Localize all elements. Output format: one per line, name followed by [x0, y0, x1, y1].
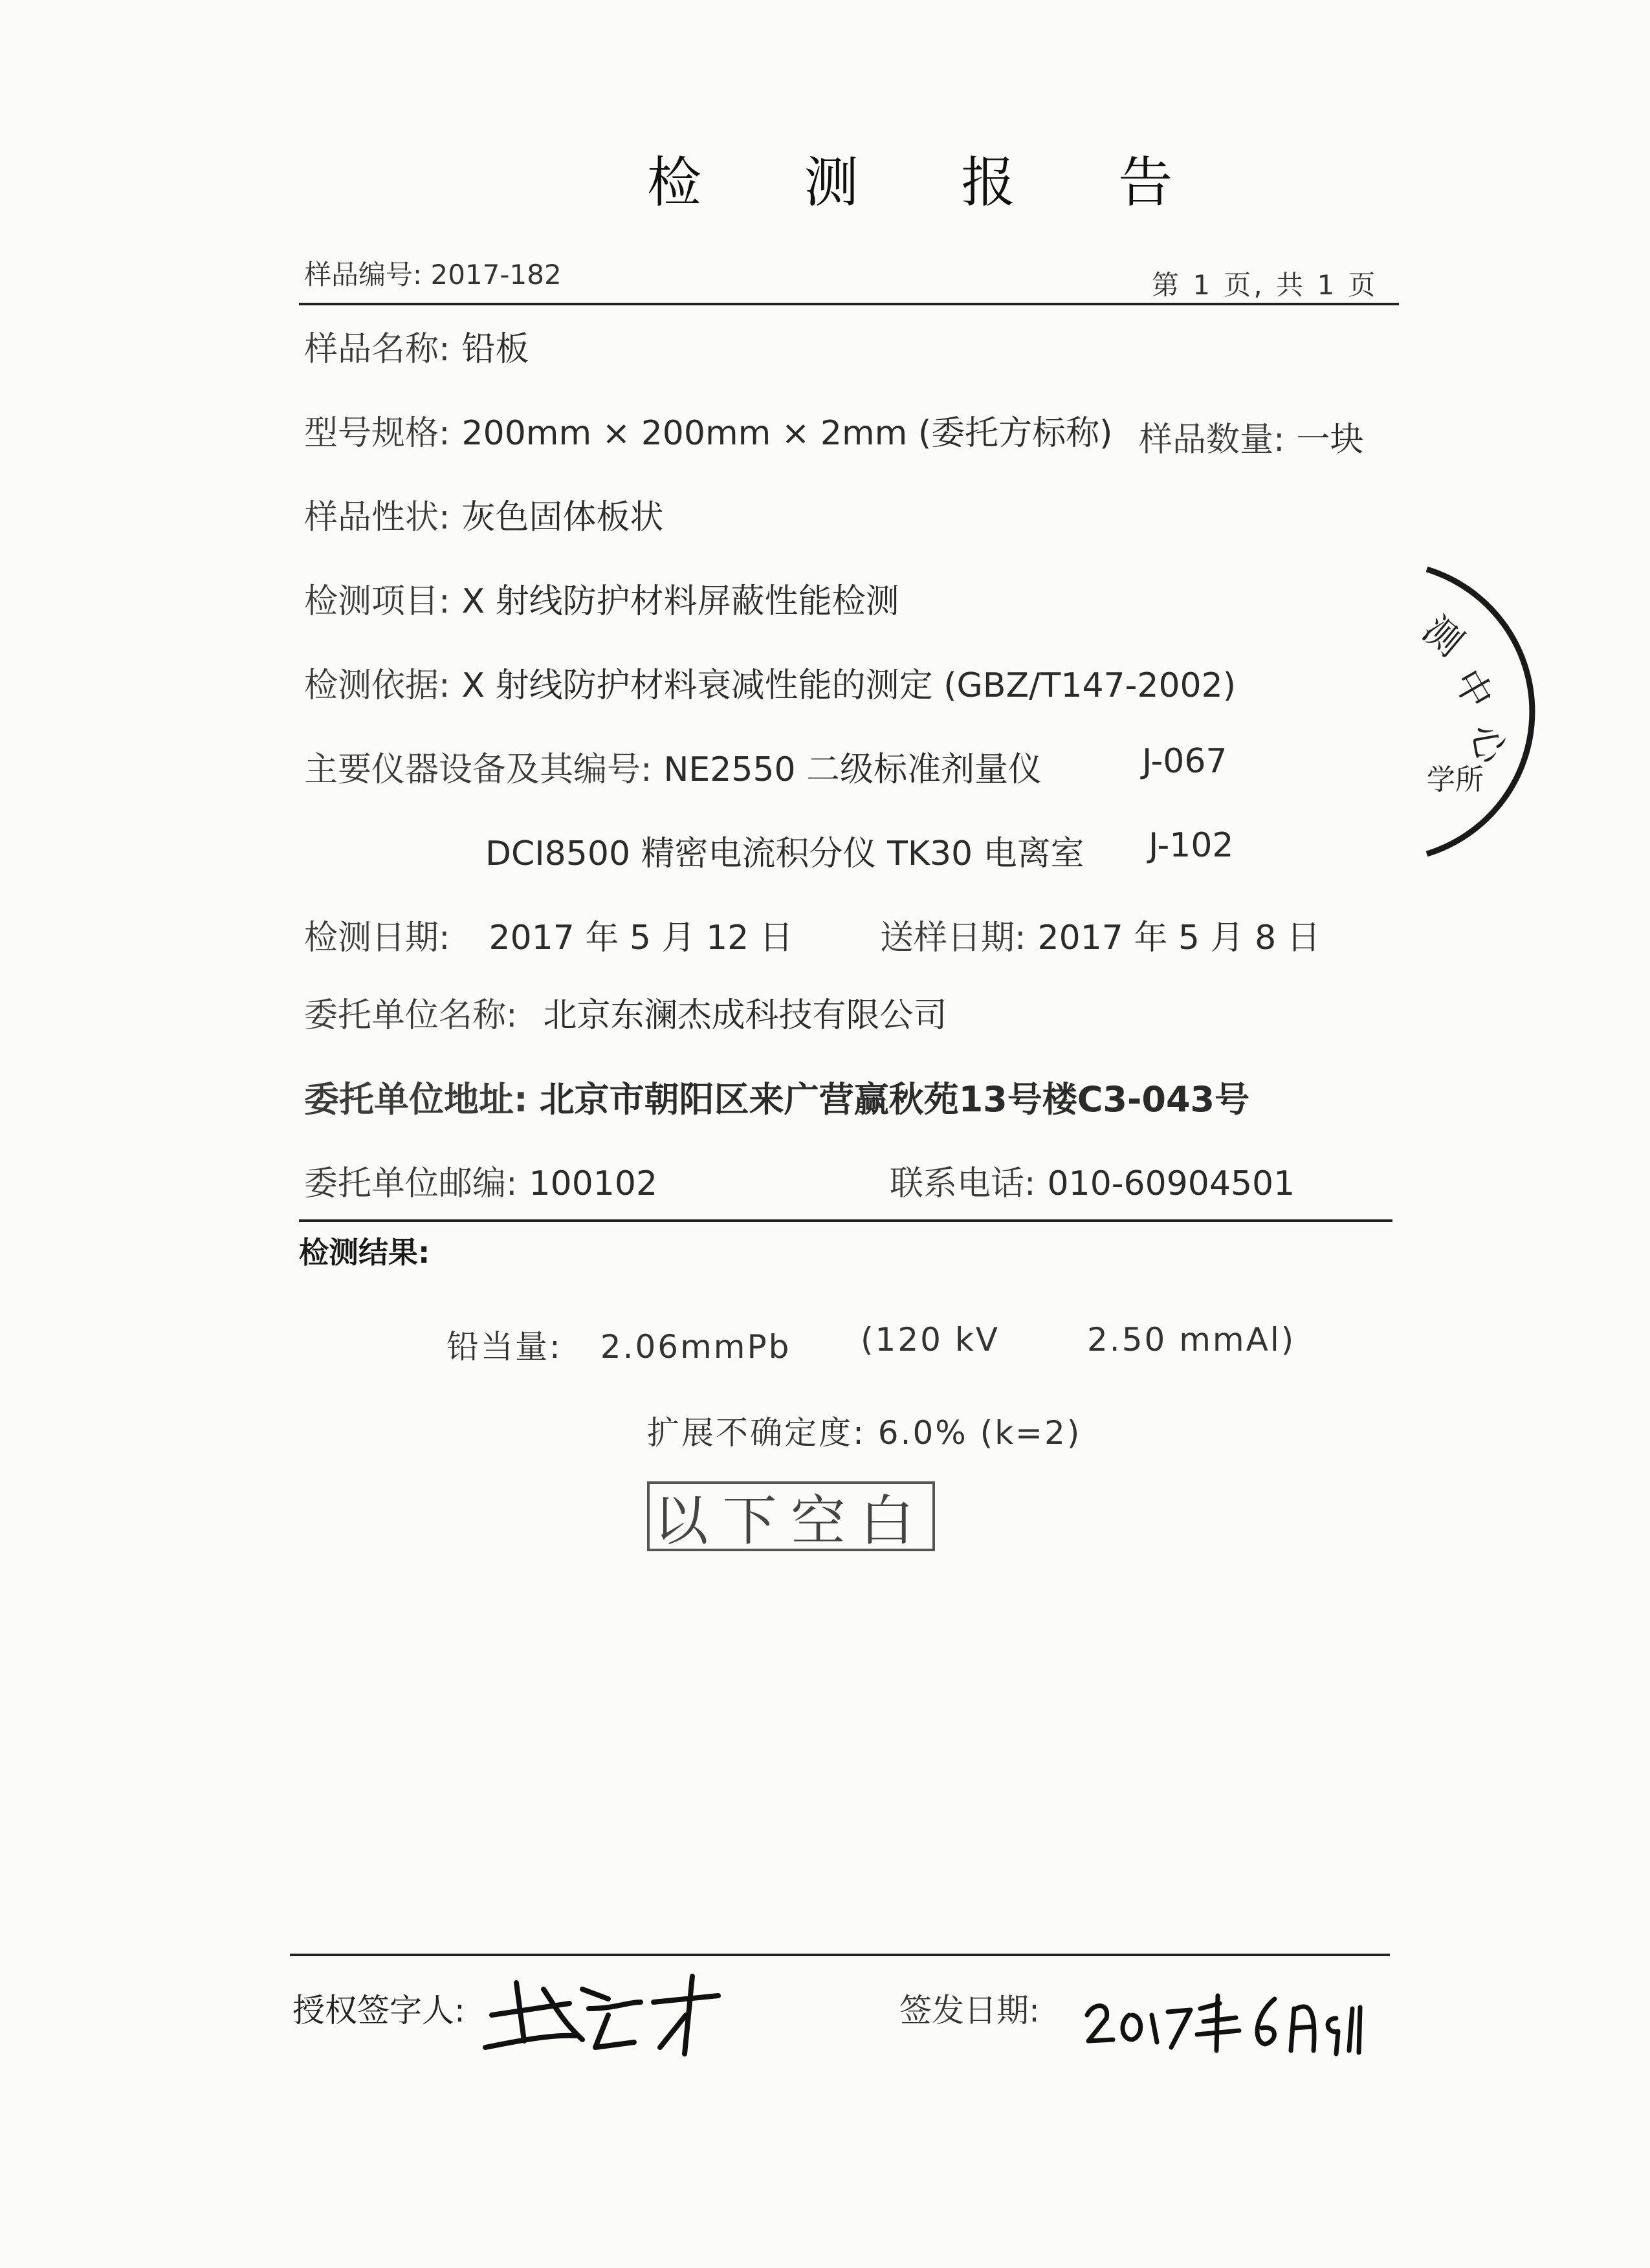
equipment-1-name: NE2550 二级标准剂量仪 — [663, 750, 1042, 789]
condition-al: 2.50 mmAl) — [1087, 1321, 1296, 1358]
sample-name-row — [304, 322, 529, 370]
results-heading: 检测结果: — [299, 1235, 430, 1270]
phone-row — [890, 1156, 1295, 1205]
handwritten-issue-date — [1081, 1963, 1365, 2060]
client-postcode-row — [304, 1156, 657, 1205]
uncertainty-label: 扩展不确定度: — [647, 1414, 866, 1452]
client-name-row — [304, 988, 947, 1036]
test-date-row — [304, 910, 793, 959]
test-basis-row — [304, 658, 1236, 706]
sample-number-value: 2017-182 — [430, 259, 562, 290]
test-item-value: X 射线防护材料屏蔽性能检测 — [461, 582, 899, 621]
equipment-1-number: J-067 — [1142, 742, 1227, 781]
official-seal — [1401, 550, 1650, 873]
client-name-label: 委托单位名称: — [304, 996, 518, 1035]
sample-number-row — [304, 254, 562, 292]
phone-label: 联系电话: — [890, 1164, 1036, 1203]
phone-value: 010-60904501 — [1047, 1164, 1295, 1203]
client-name-value: 北京东澜杰成科技有限公司 — [543, 996, 947, 1035]
test-basis-value: X 射线防护材料衰减性能的测定 (GBZ/T147-2002) — [461, 666, 1237, 705]
state-row — [304, 490, 664, 538]
results-divider — [299, 1219, 1392, 1222]
uncertainty-value: 6.0% (k=2) — [877, 1414, 1082, 1452]
state-label: 样品性状: — [304, 498, 450, 537]
svg-text:学所: 学所 — [1427, 763, 1484, 796]
test-item-label: 检测项目: — [304, 582, 450, 621]
lead-equivalent-value: 2.06mmPb — [600, 1328, 791, 1366]
equipment-2-number: J-102 — [1149, 826, 1234, 865]
client-postcode-value: 100102 — [529, 1164, 658, 1203]
test-date-label: 检测日期: — [304, 919, 450, 957]
sample-name-value: 铅板 — [461, 330, 529, 369]
receive-date-label: 送样日期: — [880, 919, 1026, 957]
test-basis-label: 检测依据: — [304, 666, 450, 705]
uncertainty-row — [647, 1407, 1081, 1454]
lead-equivalent-row — [446, 1321, 791, 1368]
issue-date-label: 签发日期: — [899, 1992, 1040, 2029]
client-address-value: 北京市朝阳区来广营赢秋苑13号楼C3-043号 — [539, 1079, 1250, 1120]
state-value: 灰色固体板状 — [461, 498, 664, 537]
svg-text:测: 测 — [1414, 607, 1472, 666]
model-label: 型号规格: — [304, 414, 450, 453]
equipment-row-1 — [304, 742, 1042, 791]
blank-below-stamp: 以下空白 — [647, 1481, 935, 1551]
document-title: 检 测 报 告 — [647, 151, 1216, 214]
receive-date-row — [880, 910, 1321, 959]
client-address-row — [304, 1072, 1249, 1122]
equipment-2-name: DCI8500 精密电流积分仪 TK30 电离室 — [485, 834, 1084, 873]
lead-equivalent-label: 铅当量: — [446, 1328, 562, 1366]
svg-text:心: 心 — [1463, 721, 1513, 767]
quantity-label: 样品数量: — [1139, 420, 1285, 459]
sample-number-label: 样品编号: — [304, 259, 423, 290]
client-address-label: 委托单位地址: — [304, 1079, 528, 1120]
receive-date-value: 2017 年 5 月 8 日 — [1037, 919, 1321, 957]
condition-kv: (120 kV — [861, 1321, 1000, 1358]
model-value: 200mm × 200mm × 2mm (委托方标称) — [461, 414, 1113, 453]
svg-text:中: 中 — [1444, 662, 1502, 717]
signer-label: 授权签字人: — [292, 1992, 465, 2029]
page-info: 第 1 页, 共 1 页 — [1152, 269, 1378, 301]
quantity-row — [1139, 412, 1364, 461]
client-postcode-label: 委托单位邮编: — [304, 1164, 518, 1203]
handwritten-signature — [479, 1963, 725, 2060]
model-row — [304, 406, 1112, 454]
footer-divider — [290, 1954, 1390, 1956]
test-date-value: 2017 年 5 月 12 日 — [489, 919, 793, 957]
sample-name-label: 样品名称: — [304, 330, 450, 369]
equipment-label: 主要仪器设备及其编号: — [304, 750, 652, 789]
header-divider — [299, 303, 1399, 305]
test-item-row — [304, 574, 899, 622]
quantity-value: 一块 — [1296, 420, 1364, 459]
